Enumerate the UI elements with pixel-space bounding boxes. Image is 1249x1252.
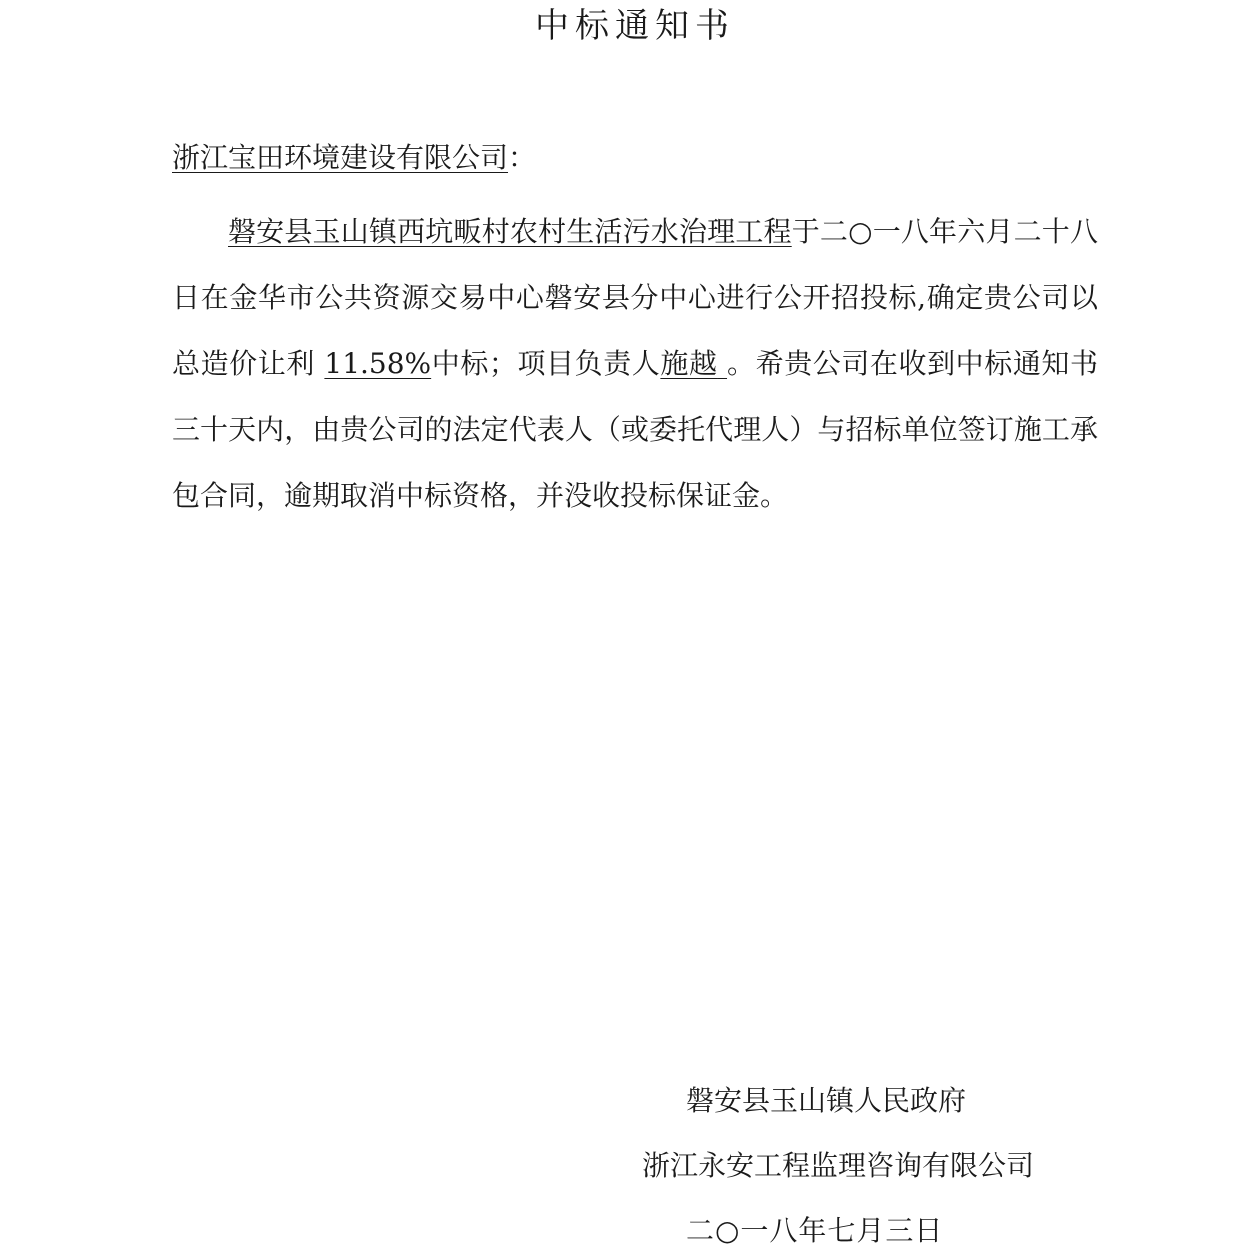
- discount-rate: 11.58%: [324, 347, 432, 380]
- body-text-2: 中标；项目负责人: [431, 347, 661, 380]
- project-manager: [660, 347, 727, 380]
- addressee-line: [172, 137, 536, 179]
- body-text-3: 。希贵公司在收到中标通知书三十天内，由贵公司的法定代表人（或委托代理人）与招标单位签订施工承包合同，逾期取消中标资格，并没收投标保证金。: [172, 347, 1098, 512]
- project-name: 磐安县玉山镇西坑畈村农村生活污水治理工程: [228, 215, 792, 248]
- issuer-signature: 磐安县玉山镇人民政府: [686, 1084, 967, 1117]
- notice-body: [172, 199, 1098, 529]
- project-manager-name: 施越: [660, 347, 718, 380]
- document-title: 中标通知书: [535, 6, 735, 46]
- issue-date: 二○一八年七月三日: [686, 1214, 944, 1247]
- addressee-colon: ：: [508, 141, 537, 174]
- agent-signature: 浙江永安工程监理咨询有限公司: [642, 1149, 1035, 1182]
- addressee-company: 浙江宝田环境建设有限公司: [172, 141, 509, 174]
- body-text-1: 于二○一八年六月二十八日在金华市公共资源交易中心磐安县分中心进行公开招投标,确定贵公司以总造价让利: [172, 215, 1098, 380]
